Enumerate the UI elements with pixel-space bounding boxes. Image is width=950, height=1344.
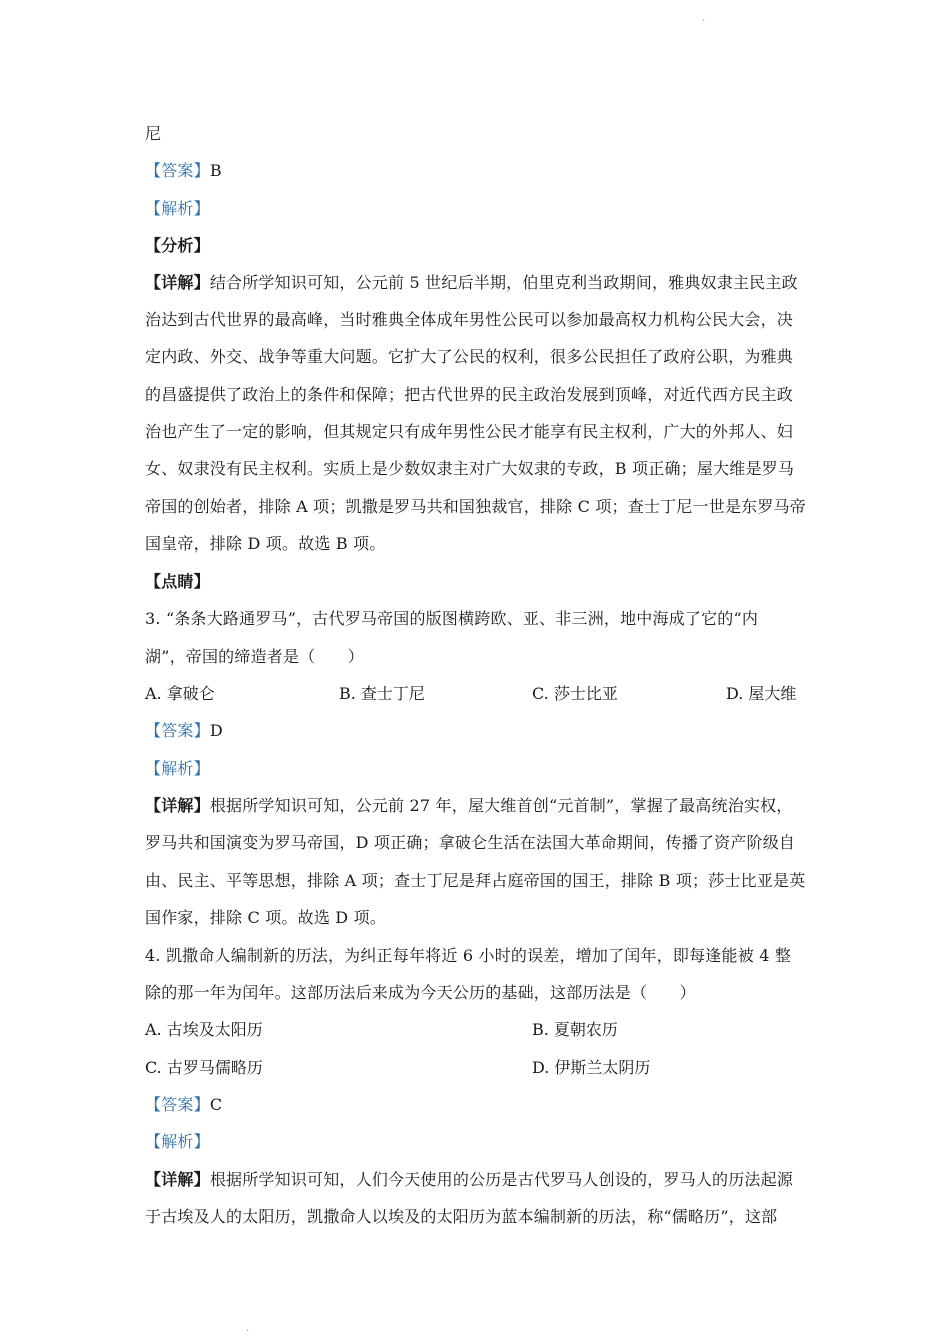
q4-detail-tag: 【详解】 bbox=[145, 1170, 210, 1189]
q4-detail-text: 根据所学知识可知，人们今天使用的公历是古代罗马人创设的，罗马人的历法起源 bbox=[209, 1170, 794, 1189]
q3-detail-line: 罗马共和国演变为罗马帝国，D 项正确；拿破仑生活在法国大革命期间，传播了资产阶级自 bbox=[145, 833, 796, 852]
q2-answer-tag: 【答案】 bbox=[145, 161, 210, 180]
q4-detail-line bbox=[145, 1170, 810, 1190]
q2-analysis-tag: 【解析】 bbox=[145, 199, 210, 218]
q2-detail-line: 定内政、外交、战争等重大问题。它扩大了公民的权利，很多公民担任了政府公职，为雅典 bbox=[145, 347, 794, 366]
q2-answer-value: B bbox=[209, 161, 222, 180]
q2-detail-text: 结合所学知识可知，公元前 5 世纪后半期，伯里克利当政期间，雅典奴隶主民主政 bbox=[209, 273, 798, 292]
q4-analysis-tag: 【解析】 bbox=[145, 1132, 210, 1151]
q4-stem-line: 除的那一年为闰年。这部历法后来成为今天公历的基础，这部历法是（ ） bbox=[145, 983, 696, 1002]
q2-detail-tag: 【详解】 bbox=[145, 273, 210, 292]
q3-answer-value: D bbox=[209, 721, 223, 740]
q4-option-d: D. 伊斯兰太阴历 bbox=[532, 1058, 651, 1077]
q4-stem-line: 4. 凯撒命人编制新的历法，为纠正每年将近 6 小时的误差，增加了闰年，即每逢能被 4 整 bbox=[145, 946, 792, 965]
q3-stem-line: 湖”，帝国的缔造者是（ ） bbox=[145, 647, 364, 666]
q3-answer-tag: 【答案】 bbox=[145, 721, 210, 740]
q2-detail-line: 帝国的创始者，排除 A 项；凯撒是罗马共和国独裁官，排除 C 项；查士丁尼一世是东罗马帝 bbox=[145, 497, 806, 516]
q3-answer-row bbox=[145, 721, 810, 741]
q4-answer-row bbox=[145, 1095, 810, 1115]
q2-tail: 尼 bbox=[145, 124, 162, 143]
q3-analysis-tag: 【解析】 bbox=[145, 759, 210, 778]
q2-dianjing-tag: 【点睛】 bbox=[145, 572, 210, 591]
q3-detail-line: 由、民主、平等思想，排除 A 项；查士丁尼是拜占庭帝国的国王，排除 B 项；莎士比亚是英 bbox=[145, 871, 806, 890]
q2-detail-line: 治达到古代世界的最高峰，当时雅典全体成年男性公民可以参加最高权力机构公民大会，决 bbox=[145, 310, 794, 329]
q2-detail-line: 国皇帝，排除 D 项。故选 B 项。 bbox=[145, 534, 386, 553]
q4-answer-value: C bbox=[209, 1095, 223, 1114]
q2-detail-line: 女、奴隶没有民主权利。实质上是少数奴隶主对广大奴隶的专政，B 项正确；屋大维是罗马 bbox=[145, 459, 795, 478]
q3-detail-line: 国作家，排除 C 项。故选 D 项。 bbox=[145, 908, 387, 927]
q4-answer-tag: 【答案】 bbox=[145, 1095, 210, 1114]
q2-detail-line: 的昌盛提供了政治上的条件和保障；把古代世界的民主政治发展到顶峰，对近代西方民主政 bbox=[145, 385, 794, 404]
header-mark: · bbox=[702, 16, 706, 27]
q3-option-b: B. 查士丁尼 bbox=[339, 684, 425, 703]
q4-option-c: C. 古罗马儒略历 bbox=[145, 1058, 263, 1077]
q4-option-b: B. 夏朝农历 bbox=[532, 1020, 618, 1039]
q4-detail-line: 于古埃及人的太阳历，凯撒命人以埃及的太阳历为蓝本编制新的历法，称“儒略历”，这部 bbox=[145, 1207, 778, 1226]
q3-detail-text: 根据所学知识可知，公元前 27 年，屋大维首创“元首制”，掌握了最高统治实权， bbox=[209, 796, 793, 815]
q3-option-c: C. 莎士比亚 bbox=[532, 684, 618, 703]
q3-detail-tag: 【详解】 bbox=[145, 796, 210, 815]
q3-option-d: D. 屋大维 bbox=[726, 684, 797, 703]
q3-option-a: A. 拿破仑 bbox=[145, 684, 215, 703]
q2-detail-line bbox=[145, 273, 810, 293]
q2-detail-line: 治也产生了一定的影响，但其规定只有成年男性公民才能享有民主权利，广大的外邦人、妇 bbox=[145, 422, 794, 441]
q3-detail-line bbox=[145, 796, 810, 816]
q4-option-a: A. 古埃及太阳历 bbox=[145, 1020, 263, 1039]
q3-stem-line: 3. “条条大路通罗马”，古代罗马帝国的版图横跨欧、亚、非三洲，地中海成了它的“内 bbox=[145, 609, 759, 628]
q2-fenxi-tag: 【分析】 bbox=[145, 236, 210, 255]
q2-answer-row bbox=[145, 161, 810, 181]
footer-mark: · bbox=[246, 1326, 250, 1337]
